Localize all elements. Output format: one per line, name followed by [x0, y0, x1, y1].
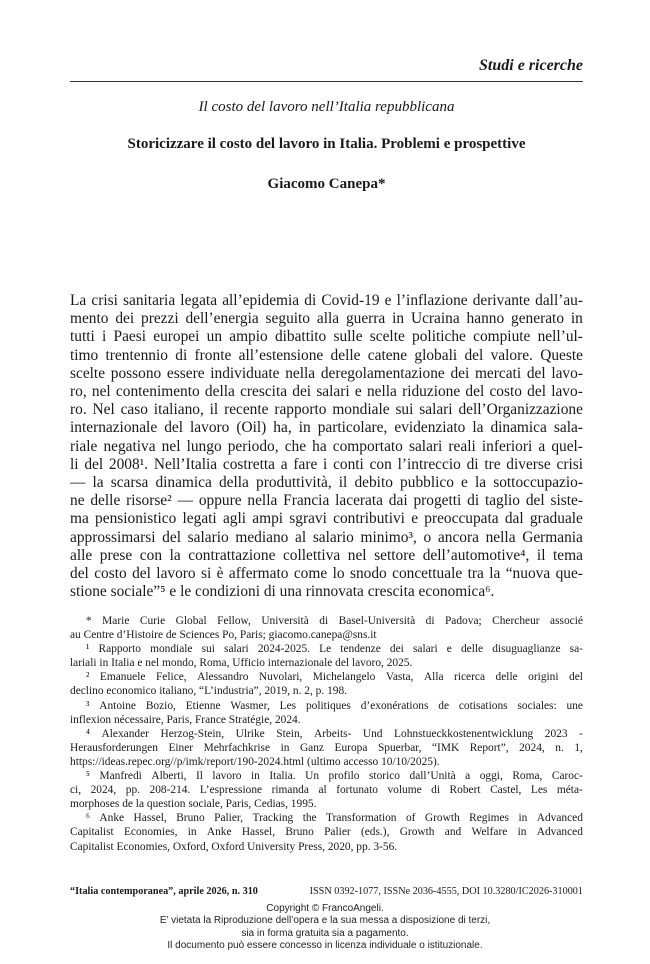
body-line: li del 2008¹. Nell’Italia costretta a fare i conti con l’intreccio di tre diverse crisi [70, 455, 583, 473]
body-line: ro. Nel caso italiano, il recente rapporto mondiale sui salari dell’Organizzazione [70, 401, 583, 419]
body-text [70, 292, 583, 601]
footnote-line: ³ Antoine Bozio, Etienne Wasmer, Les politiques d’exonérations de cotisations sociales: une [86, 699, 583, 712]
body-line: ma pensionistico legati agli ampi sgravi contributivi e preoccupata dal graduale [70, 510, 583, 528]
body-line: internazionale del lavoro (Oil) ha, in particolare, evidenziato la dinamica sala- [70, 419, 583, 437]
footnote-line: ⁵ Manfredi Alberti, Il lavoro in Italia. Un profilo storico dall’Unità a oggi, Roma, Caroc- [86, 770, 583, 783]
footnote-line: morphoses de la question sociale, Paris, Cedias, 1995. [70, 798, 317, 811]
journal-citation: “Italia contemporanea”, aprile 2026, n. 310 [70, 886, 258, 897]
footnote-line: * Marie Curie Global Fellow, Università di Basel-Università di Padova; Chercheur associé [86, 615, 583, 627]
body-line: mento dei prezzi dell’energia seguito alla guerra in Ucraina hanno generato in [70, 310, 583, 328]
body-line: riale negativa nel lungo periodo, che ha comportato salari reali inferiori a quel- [70, 437, 583, 455]
footnote-line: declino economico italiano, “L’industria”, 2019, n. 2, p. 198. [70, 685, 348, 698]
body-line: alle prese con la contrattazione collettiva nel settore dell’automotive⁴, il tema [70, 546, 583, 564]
body-line: La crisi sanitaria legata all’epidemia di Covid-19 e l’inflazione derivante dall’au- [70, 292, 583, 309]
footnote-line: ci, 2024, pp. 208-214. L’espressione rimanda al fortunato volume di Robert Castel, Les méta- [70, 784, 583, 797]
body-line: del costo del lavoro si è affermato come lo snodo concettuale tra la “nuova que- [70, 565, 583, 583]
body-line: ne delle risorse² — oppure nella Francia lacerata dai progetti di taglio del siste- [70, 492, 583, 510]
issn-doi: ISSN 0392-1077, ISSNe 2036-4555, DOI 10.3280/IC2026-310001 [309, 886, 583, 897]
footnote-line: https://ideas.repec.org//p/imk/report/190-2024.html (ultimo accesso 10/10/2025). [70, 755, 440, 768]
body-line: — la scarsa dinamica della produttività, il debito pubblico e la sottoccupazio- [70, 474, 583, 492]
body-line: tutti i Paesi europei un ampio dibattito sulle scelte politiche compiute nell’ul- [70, 328, 583, 346]
article-subtitle: Il costo del lavoro nell’Italia repubblicana [198, 99, 455, 115]
body-line: scelte possono essere individuate nella deregolamentazione dei mercati del lavo- [70, 364, 583, 382]
body-line: approssimarsi del salario mediano al salario minimo³, o ancora nella Germania [70, 528, 583, 546]
footnote-line: ¹ Rapporto mondiale sui salari 2024-2025. Le tendenze dei salari e delle disuguaglianze sa- [86, 643, 583, 656]
copyright-notice [0, 903, 650, 953]
body-line: timo trentennio di fronte all’estensione delle catene globali del valore. Queste [70, 346, 583, 364]
footnote-line: lariali in Italia e nel mondo, Roma, Ufficio internazionale del lavoro, 2025. [70, 657, 413, 670]
footnote-line: Capitalist Economies, in Anke Hassel, Bruno Palier (eds.), Growth and Welfare in Advanced [70, 826, 583, 839]
copyright-line: Copyright © FrancoAngeli. [266, 903, 384, 914]
footnote-line: ² Emanuele Felice, Alessandro Nuvolari, Michelangelo Vasta, Alla ricerca delle origini del [86, 671, 583, 684]
section-heading: Studi e ricerche [479, 57, 583, 74]
footnote-line: ⁴ Alexander Herzog-Stein, Ulrike Stein, Arbeits- Und Lohnstueckkostenentwicklung 2023 - [86, 727, 583, 740]
copyright-line: sia in forma gratuita sia a pagamento. [241, 927, 409, 939]
copyright-line: Il documento può essere concesso in licenza individuale o istituzionale. [167, 940, 483, 952]
footnote-line: inflexion nécessaire, Paris, France Stratégie, 2024. [70, 713, 301, 726]
article-title: Storicizzare il costo del lavoro in Italia. Problemi e prospettive [127, 136, 526, 152]
body-line: ro, nel contenimento della crescita dei salari e nella riduzione del costo del lavo- [70, 383, 583, 401]
footnotes [70, 614, 583, 854]
footnote-line: Herausforderungen Einer Mehrfachkrise in Ganz Europa Spuerbar, “IMK Report”, 2024, n. 1, [70, 741, 583, 754]
page-footer [70, 886, 583, 897]
article-author: Giacomo Canepa* [267, 176, 386, 192]
header-rule [70, 81, 583, 82]
body-line: stione sociale”⁵ e le condizioni di una rinnovata crescita economica⁶. [70, 583, 495, 601]
footnote-line: ⁶ Anke Hassel, Bruno Palier, Tracking the Transformation of Growth Regimes in Advanced [86, 812, 583, 825]
footnote-line: Capitalist Economies, Oxford, Oxford University Press, 2020, pp. 3-56. [70, 840, 398, 853]
footnote-line: au Centre d’Histoire de Sciences Po, Paris; giacomo.canepa@sns.it [70, 629, 377, 642]
copyright-line: E’ vietata la Riproduzione dell’opera e la sua messa a disposizione di terzi, [159, 915, 491, 927]
